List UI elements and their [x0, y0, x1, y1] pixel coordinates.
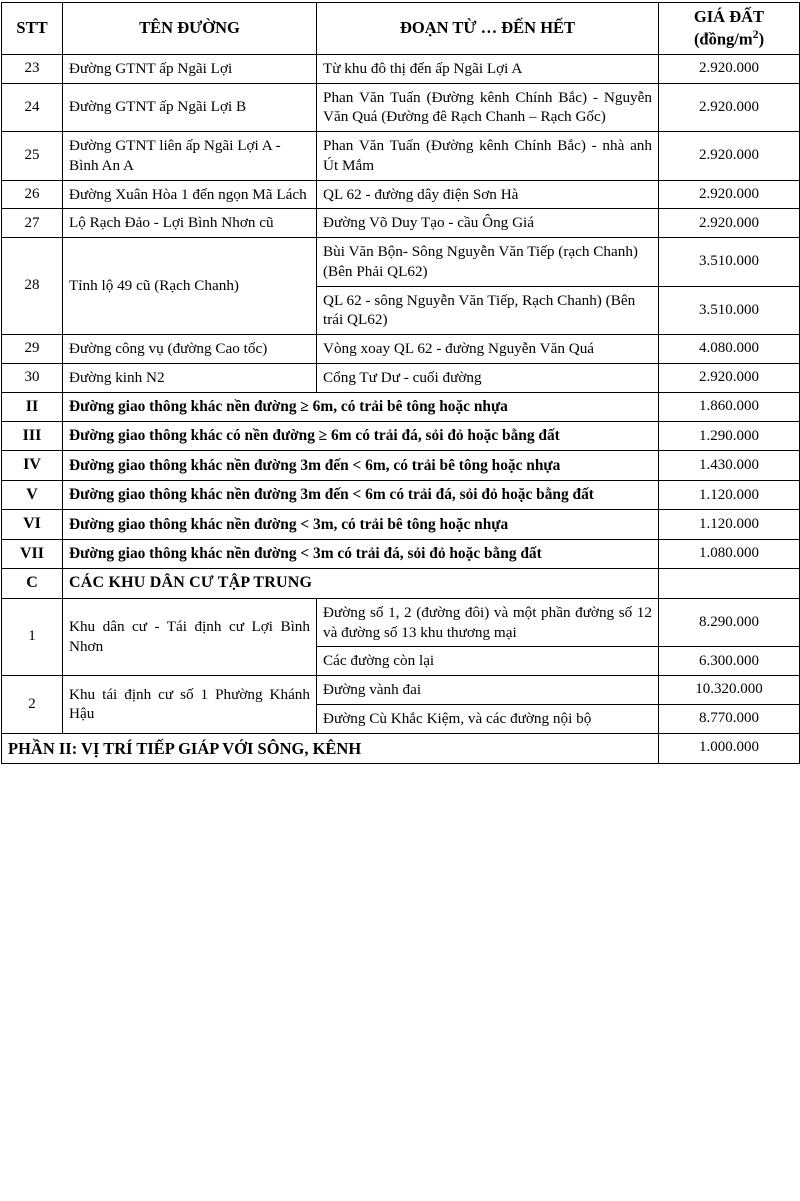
row-index: 27: [2, 209, 63, 238]
row-index: 23: [2, 54, 63, 83]
document-page: [0, 2, 800, 1201]
road-segment: Phan Văn Tuấn (Đường kênh Chính Bắc) - Nguyễn Văn Quá (Đường đê Rạch Chanh – Rạch Gốc): [317, 83, 659, 132]
row-index: 1: [2, 598, 63, 675]
land-price: 1.860.000: [659, 392, 800, 421]
price-header-unit-sup: 2: [752, 27, 759, 42]
price-header-line1: GIÁ ĐẤT: [693, 7, 765, 26]
land-price: 2.920.000: [659, 209, 800, 238]
row-index: 30: [2, 363, 63, 392]
column-header-price: [659, 3, 800, 55]
land-price: 1.000.000: [659, 733, 800, 763]
road-segment: Vòng xoay QL 62 - đường Nguyễn Văn Quá: [317, 335, 659, 364]
price-header-line2: [665, 27, 793, 50]
road-segment: QL 62 - đường dây điện Sơn Hà: [317, 180, 659, 209]
road-name: Tỉnh lộ 49 cũ (Rạch Chanh): [63, 238, 317, 335]
section-row: [2, 539, 800, 568]
road-segment: Đường Võ Duy Tạo - cầu Ông Giá: [317, 209, 659, 238]
section-label: Đường giao thông khác nền đường < 3m, có trải bê tông hoặc nhựa: [63, 510, 659, 539]
table-row: [2, 363, 800, 392]
road-name: Đường Xuân Hòa 1 đến ngọn Mã Lách: [63, 180, 317, 209]
row-index: 28: [2, 238, 63, 335]
road-segment: Đường số 1, 2 (đường đôi) và một phần đường số 12 và đường số 13 khu thương mại: [317, 598, 659, 647]
road-segment: Các đường còn lại: [317, 647, 659, 676]
land-price: 4.080.000: [659, 335, 800, 364]
part-heading-label: PHẦN II: VỊ TRÍ TIẾP GIÁP VỚI SÔNG, KÊNH: [2, 733, 659, 763]
price-header-unit-post: ): [758, 29, 765, 49]
land-price: 2.920.000: [659, 83, 800, 132]
section-label: Đường giao thông khác nền đường ≥ 6m, có trải bê tông hoặc nhựa: [63, 392, 659, 421]
row-index: 2: [2, 676, 63, 734]
road-segment: Bùi Văn Bộn- Sông Nguyễn Văn Tiếp (rạch Chanh) (Bên Phải QL62): [317, 238, 659, 287]
table-header: [2, 3, 800, 55]
section-index: IV: [2, 451, 63, 480]
road-name: Đường công vụ (đường Cao tốc): [63, 335, 317, 364]
land-price: 8.290.000: [659, 598, 800, 647]
table-row: [2, 676, 800, 705]
column-header-segment: ĐOẠN TỪ … ĐẾN HẾT: [317, 3, 659, 55]
header-row: [2, 3, 800, 55]
section-label: Đường giao thông khác có nền đường ≥ 6m có trải đá, sỏi đỏ hoặc bằng đất: [63, 421, 659, 450]
section-row: [2, 569, 800, 598]
part-heading-row: [2, 733, 800, 763]
row-index: 29: [2, 335, 63, 364]
land-price: 8.770.000: [659, 704, 800, 733]
land-price: 1.120.000: [659, 510, 800, 539]
section-label: Đường giao thông khác nền đường 3m đến < 6m, có trải bê tông hoặc nhựa: [63, 451, 659, 480]
section-label: CÁC KHU DÂN CƯ TẬP TRUNG: [63, 569, 659, 598]
land-price: 1.430.000: [659, 451, 800, 480]
land-price-table: [1, 2, 800, 764]
section-index: V: [2, 480, 63, 509]
road-segment: QL 62 - sông Nguyễn Văn Tiếp, Rạch Chanh) (Bên trái QL62): [317, 286, 659, 335]
table-row: [2, 132, 800, 181]
land-price: [659, 569, 800, 598]
section-index: III: [2, 421, 63, 450]
land-price: 2.920.000: [659, 54, 800, 83]
land-price: 10.320.000: [659, 676, 800, 705]
road-name: Đường GTNT ấp Ngãi Lợi B: [63, 83, 317, 132]
land-price: 2.920.000: [659, 180, 800, 209]
section-row: [2, 451, 800, 480]
table-row: [2, 54, 800, 83]
table-row: [2, 83, 800, 132]
row-index: 26: [2, 180, 63, 209]
column-header-road-name: TÊN ĐƯỜNG: [63, 3, 317, 55]
land-price: 2.920.000: [659, 363, 800, 392]
land-price: 2.920.000: [659, 132, 800, 181]
road-name: Lộ Rạch Đảo - Lợi Bình Nhơn cũ: [63, 209, 317, 238]
land-price: 1.290.000: [659, 421, 800, 450]
table-row: [2, 335, 800, 364]
price-header-unit-pre: (đồng/m: [693, 29, 753, 49]
section-row: [2, 480, 800, 509]
section-index: VI: [2, 510, 63, 539]
road-segment: Đường Cù Khắc Kiệm, và các đường nội bộ: [317, 704, 659, 733]
section-row: [2, 421, 800, 450]
row-index: 25: [2, 132, 63, 181]
table-row: [2, 209, 800, 238]
row-index: 24: [2, 83, 63, 132]
road-name: Đường GTNT ấp Ngãi Lợi: [63, 54, 317, 83]
land-price: 1.080.000: [659, 539, 800, 568]
road-name: Khu dân cư - Tái định cư Lợi Bình Nhơn: [63, 598, 317, 675]
table-row: [2, 598, 800, 647]
section-label: Đường giao thông khác nền đường 3m đến < 6m có trải đá, sỏi đỏ hoặc bằng đất: [63, 480, 659, 509]
table-row: [2, 238, 800, 287]
road-segment: Cổng Tư Dư - cuối đường: [317, 363, 659, 392]
table-body: [2, 54, 800, 763]
road-segment: Phan Văn Tuấn (Đường kênh Chính Bắc) - nhà anh Út Mắm: [317, 132, 659, 181]
column-header-stt: STT: [2, 3, 63, 55]
land-price: 3.510.000: [659, 286, 800, 335]
road-name: Đường GTNT liên ấp Ngãi Lợi A - Bình An A: [63, 132, 317, 181]
road-segment: Từ khu đô thị đến ấp Ngãi Lợi A: [317, 54, 659, 83]
section-label: Đường giao thông khác nền đường < 3m có trải đá, sỏi đỏ hoặc bằng đất: [63, 539, 659, 568]
section-index: II: [2, 392, 63, 421]
road-name: Đường kinh N2: [63, 363, 317, 392]
table-row: [2, 180, 800, 209]
section-index: VII: [2, 539, 63, 568]
land-price: 1.120.000: [659, 480, 800, 509]
land-price: 6.300.000: [659, 647, 800, 676]
road-segment: Đường vành đai: [317, 676, 659, 705]
section-index: C: [2, 569, 63, 598]
section-row: [2, 510, 800, 539]
land-price: 3.510.000: [659, 238, 800, 287]
road-name: Khu tái định cư số 1 Phường Khánh Hậu: [63, 676, 317, 734]
section-row: [2, 392, 800, 421]
